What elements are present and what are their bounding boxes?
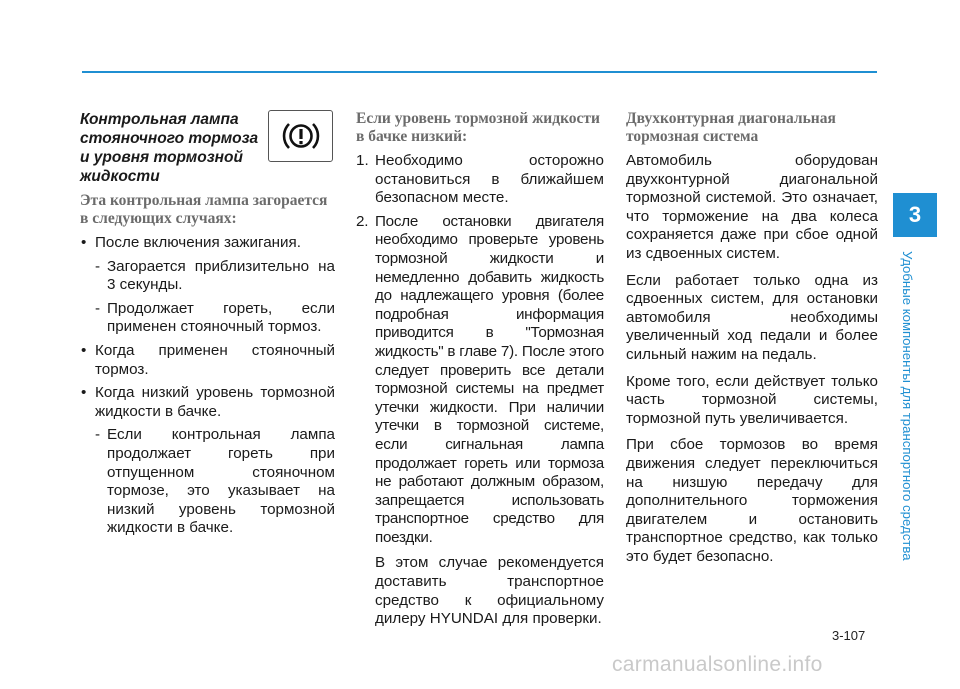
numbered-item (356, 213, 604, 548)
list-subitem: - Если контрольная лампа продолжает гореть при отпущенном стояночном тормозе, это указывает на низкий уровень тормозной жидкости в бачке. (80, 426, 335, 538)
paragraph: При сбое тормозов во время движения следует переключиться на низшую передачу для дополнительного торможения двигателем и остановить транспортное средство, как только это будет безопасно. (626, 436, 878, 565)
heading: Двухконтурная диагональная тормозная система (626, 110, 836, 145)
numbered-item-continuation (356, 554, 604, 628)
section-title: Контрольная лампа стояночного тормоза и уровня тормозной жидкости (80, 111, 259, 185)
list-subitem: - Загорается приблизительно на 3 секунды. (80, 258, 335, 295)
paragraph: Если работает только одна из сдвоенных систем, для остановки автомобиля необходимы увеличенный ход педали и более сильный нажим на педаль. (626, 271, 878, 363)
top-rule (82, 71, 877, 73)
watermark: carmanualsonline.info (612, 653, 823, 676)
warning-lamp-box (268, 110, 333, 162)
paragraph: Кроме того, если действует только часть тормозной системы, тормозной путь увеличивается. (626, 372, 878, 427)
numbered-item (356, 152, 604, 208)
item-number: 1. (356, 152, 369, 169)
column-3 (626, 110, 878, 574)
item-number: 2. (356, 212, 369, 230)
list-item: • После включения зажигания. (80, 234, 335, 253)
column-1 (80, 110, 335, 543)
list-item: • Когда низкий уровень тормозной жидкости в бачке. (80, 384, 335, 421)
item-text: В этом случае рекомендуется доставить транспортное средство к официальному дилеру HYUNDAI для проверки. (375, 554, 604, 628)
item-text: Необходимо осторожно остановиться в ближайшем безопасном месте. (375, 152, 604, 207)
column-2 (356, 110, 604, 634)
item-text: После остановки двигателя необходимо проверьте уровень тормозной жидкости и немедленно добавить жидкость до надлежащего уровня (более подробная информация приводится в "Тормозная жидкость" в главе 7). После этого следует проверить все детали тормозной системы на предмет утечки жидкости. При наличии утечки в тормозной системе, если сигнальная лампа продолжает гореть или тормоза не работают должным образом, запрещается использовать транспортное средство для поездки. (375, 212, 604, 546)
list-item: • Когда применен стояночный тормоз. (80, 342, 335, 379)
chapter-tab: 3 (893, 193, 937, 237)
subheading: Эта контрольная лампа загорается в следующих случаях: (80, 192, 328, 227)
chapter-title: Удобные компоненты для транспортного средства (900, 251, 915, 561)
brake-warning-icon (281, 118, 321, 154)
page-number: 3-107 (832, 628, 866, 643)
list-subitem: - Продолжает гореть, если применен стояночный тормоз. (80, 300, 335, 337)
paragraph: Автомобиль оборудован двухконтурной диагональной тормозной системой. Это означает, что торможение на два колеса сохраняется даже при сбое одной из сдвоенных систем. (626, 152, 878, 262)
heading: Если уровень тормозной жидкости в бачке низкий: (356, 110, 600, 145)
